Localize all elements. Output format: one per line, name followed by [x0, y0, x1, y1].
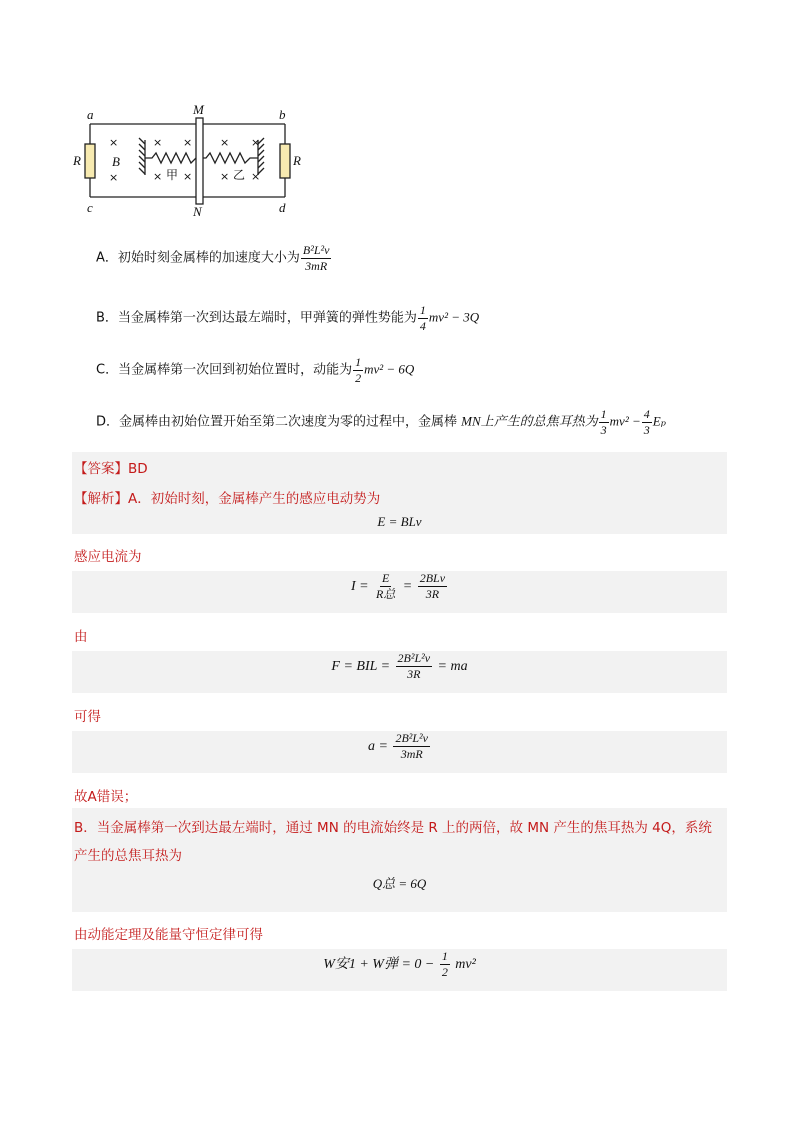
label-a: a — [87, 107, 94, 122]
field-cross: × — [183, 170, 193, 183]
analysis-intro: 【解析】A．初始时刻，金属棒产生的感应电动势为 — [74, 491, 381, 507]
text-obtain: 可得 — [74, 709, 101, 725]
label-R-right: R — [293, 153, 301, 168]
label-c: c — [87, 200, 93, 215]
option-a: A．初始时刻金属棒的加速度大小为 $\frac{\text{B²L²v}}{3mR}$ — [96, 243, 330, 273]
label-N: N — [193, 204, 202, 219]
option-d: D．金属棒由初始位置开始至第二次速度为零的过程中，金属棒 MN上产生的总焦耳热为 $\frac{1}{3}$ mv² − $\frac{4}{3}$ Eₚ — [96, 407, 666, 437]
label-yi: 乙 — [233, 168, 246, 182]
field-cross: × — [251, 170, 261, 183]
field-cross: × — [109, 171, 119, 184]
text-current: 感应电流为 — [74, 549, 142, 565]
label-jia: 甲 — [166, 168, 179, 182]
label-B: B — [112, 154, 120, 169]
answer-line: 【答案】BD — [74, 461, 148, 477]
field-cross: × — [153, 170, 163, 183]
option-c: C．当金属棒第一次回到初始位置时，动能为 $\frac{1}{2}$ mv² − 6Q — [96, 355, 415, 385]
circuit-diagram — [70, 100, 310, 220]
equation-total-heat: Q总 = 6Q — [372, 876, 427, 891]
label-M: M — [193, 102, 204, 117]
text-from: 由 — [74, 629, 88, 645]
label-R-left: R — [73, 153, 81, 168]
field-cross: × — [183, 136, 193, 149]
field-cross: × — [220, 136, 230, 149]
field-cross: × — [109, 136, 119, 149]
equation-force: F = BIL = $\frac{\text{2B²L²v}}{3R}$ = ma — [331, 651, 468, 681]
field-cross: × — [153, 136, 163, 149]
label-b: b — [279, 107, 286, 122]
equation-accel: a = $\frac{\text{2B²L²v}}{3mR}$ — [368, 731, 428, 761]
option-b: B．当金属棒第一次到达最左端时，甲弹簧的弹性势能为 $\frac{1}{4}$ mv² − 3Q — [96, 303, 480, 333]
text-energy: 由动能定理及能量守恒定律可得 — [74, 927, 263, 943]
equation-current: I = $\frac{E}{\text{R总}}$ = $\frac{\text{2BLv}}{3R}$ — [350, 571, 446, 601]
option-b-analysis: B．当金属棒第一次到达最左端时，通过 MN 的电流始终是 R 上的两倍，故 MN 产生的焦耳热为 4Q，系统 产生的总焦耳热为 — [74, 820, 712, 864]
equation-energy: W安1 + W弹 = 0 − $\frac{1}{2}$ mv² — [323, 949, 476, 979]
label-d: d — [279, 200, 286, 215]
equation-emf: E = BLv — [377, 514, 422, 529]
field-cross: × — [251, 136, 261, 149]
field-cross: × — [220, 170, 230, 183]
text-a-wrong: 故A错误； — [74, 789, 138, 805]
